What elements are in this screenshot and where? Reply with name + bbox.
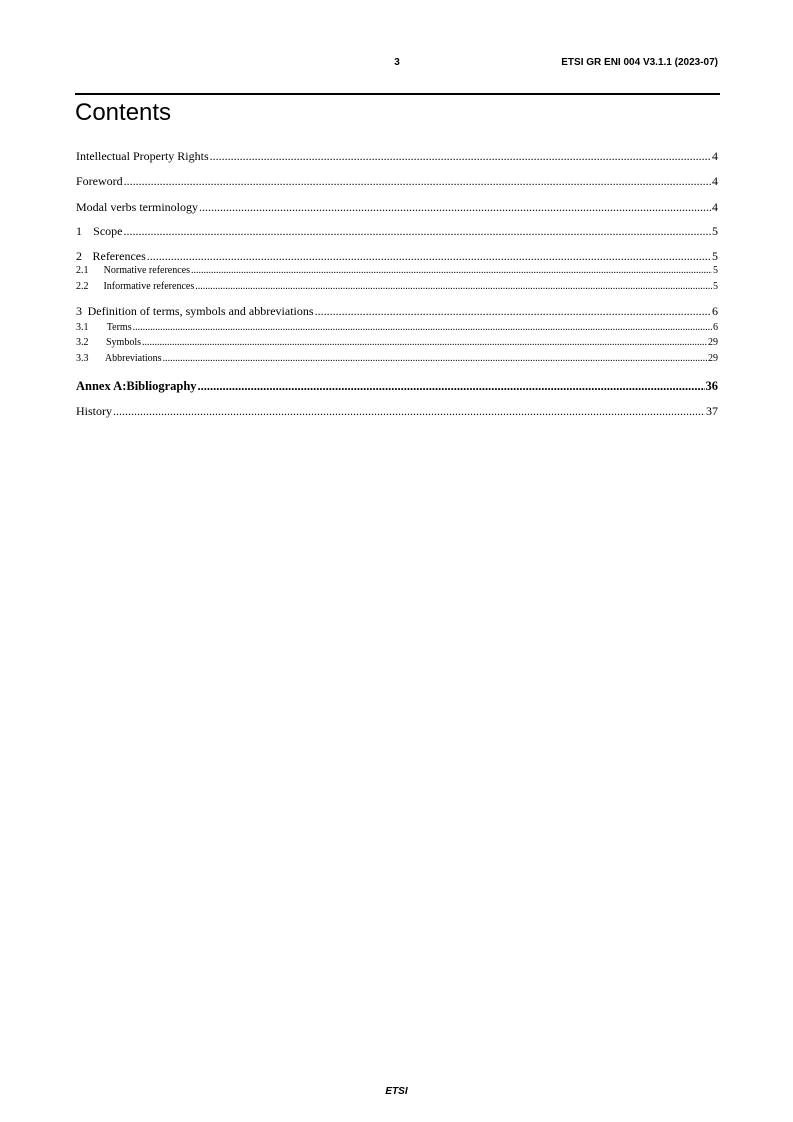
toc-leader bbox=[315, 304, 711, 318]
toc-leader bbox=[199, 200, 711, 214]
toc-label: Definition of terms, symbols and abbreviations bbox=[87, 304, 314, 318]
header-rule bbox=[75, 93, 720, 95]
toc-leader bbox=[195, 281, 712, 292]
toc-entry-history[interactable] bbox=[76, 404, 718, 418]
toc-entry-definitions[interactable] bbox=[76, 304, 718, 318]
toc-page: 5 bbox=[713, 265, 718, 276]
toc-entry-foreword[interactable] bbox=[76, 174, 718, 188]
toc-page: 6 bbox=[713, 322, 718, 333]
toc-entry-modal-verbs[interactable] bbox=[76, 200, 718, 214]
toc-label: Terms bbox=[106, 322, 132, 333]
toc-page: 4 bbox=[712, 149, 718, 163]
toc-leader bbox=[198, 379, 705, 393]
toc-label: History bbox=[76, 404, 112, 418]
toc-page: 4 bbox=[712, 200, 718, 214]
toc-page: 36 bbox=[705, 379, 718, 393]
toc-entry-normative-references[interactable] bbox=[76, 265, 718, 276]
document-id: ETSI GR ENI 004 V3.1.1 (2023-07) bbox=[561, 57, 718, 68]
toc-number: 2 bbox=[76, 249, 82, 263]
toc-number: 2.2 bbox=[76, 281, 89, 292]
toc-leader bbox=[113, 404, 705, 418]
toc-number: 3.2 bbox=[76, 337, 89, 348]
toc-leader bbox=[191, 265, 712, 276]
toc-label: Scope bbox=[93, 224, 123, 238]
toc-label: Normative references bbox=[103, 265, 190, 276]
toc-leader bbox=[163, 353, 707, 364]
toc-number: Annex A: bbox=[76, 379, 127, 393]
toc-entry-intellectual-property-rights[interactable] bbox=[76, 149, 718, 163]
toc-page: 5 bbox=[713, 281, 718, 292]
toc-page: 29 bbox=[708, 353, 718, 364]
toc-leader bbox=[124, 224, 712, 238]
toc-number: 3.3 bbox=[76, 353, 89, 364]
toc-page: 29 bbox=[708, 337, 718, 348]
toc-entry-annex-a-bibliography[interactable] bbox=[76, 379, 718, 393]
toc-page: 5 bbox=[712, 224, 718, 238]
toc-label: Foreword bbox=[76, 174, 123, 188]
toc-entry-scope[interactable] bbox=[76, 224, 718, 238]
toc-entry-abbreviations[interactable] bbox=[76, 353, 718, 364]
toc-leader bbox=[210, 149, 711, 163]
page-number: 3 bbox=[394, 57, 400, 68]
toc-label: Modal verbs terminology bbox=[76, 200, 198, 214]
toc-leader bbox=[147, 249, 711, 263]
toc-label: Informative references bbox=[103, 281, 195, 292]
toc-number: 2.1 bbox=[76, 265, 89, 276]
toc-page: 5 bbox=[712, 249, 718, 263]
toc-leader bbox=[133, 322, 712, 333]
toc-entry-terms[interactable] bbox=[76, 322, 718, 333]
toc-number: 1 bbox=[76, 224, 82, 238]
page-title: Contents bbox=[75, 99, 172, 126]
toc-entry-references[interactable] bbox=[76, 249, 718, 263]
toc-label: References bbox=[92, 249, 146, 263]
toc-page: 4 bbox=[712, 174, 718, 188]
toc-number: 3.1 bbox=[76, 322, 89, 333]
toc-leader bbox=[124, 174, 711, 188]
toc-page: 6 bbox=[712, 304, 718, 318]
toc-entry-informative-references[interactable] bbox=[76, 281, 718, 292]
toc-label: Symbols bbox=[105, 337, 141, 348]
toc-page: 37 bbox=[706, 404, 718, 418]
toc-label: Bibliography bbox=[126, 379, 197, 393]
toc-label: Abbreviations bbox=[104, 353, 162, 364]
toc-leader bbox=[142, 337, 707, 348]
footer-etsi: ETSI bbox=[385, 1086, 408, 1097]
toc-entry-symbols[interactable] bbox=[76, 337, 718, 348]
toc-number: 3 bbox=[76, 304, 82, 318]
toc-label: Intellectual Property Rights bbox=[76, 149, 209, 163]
